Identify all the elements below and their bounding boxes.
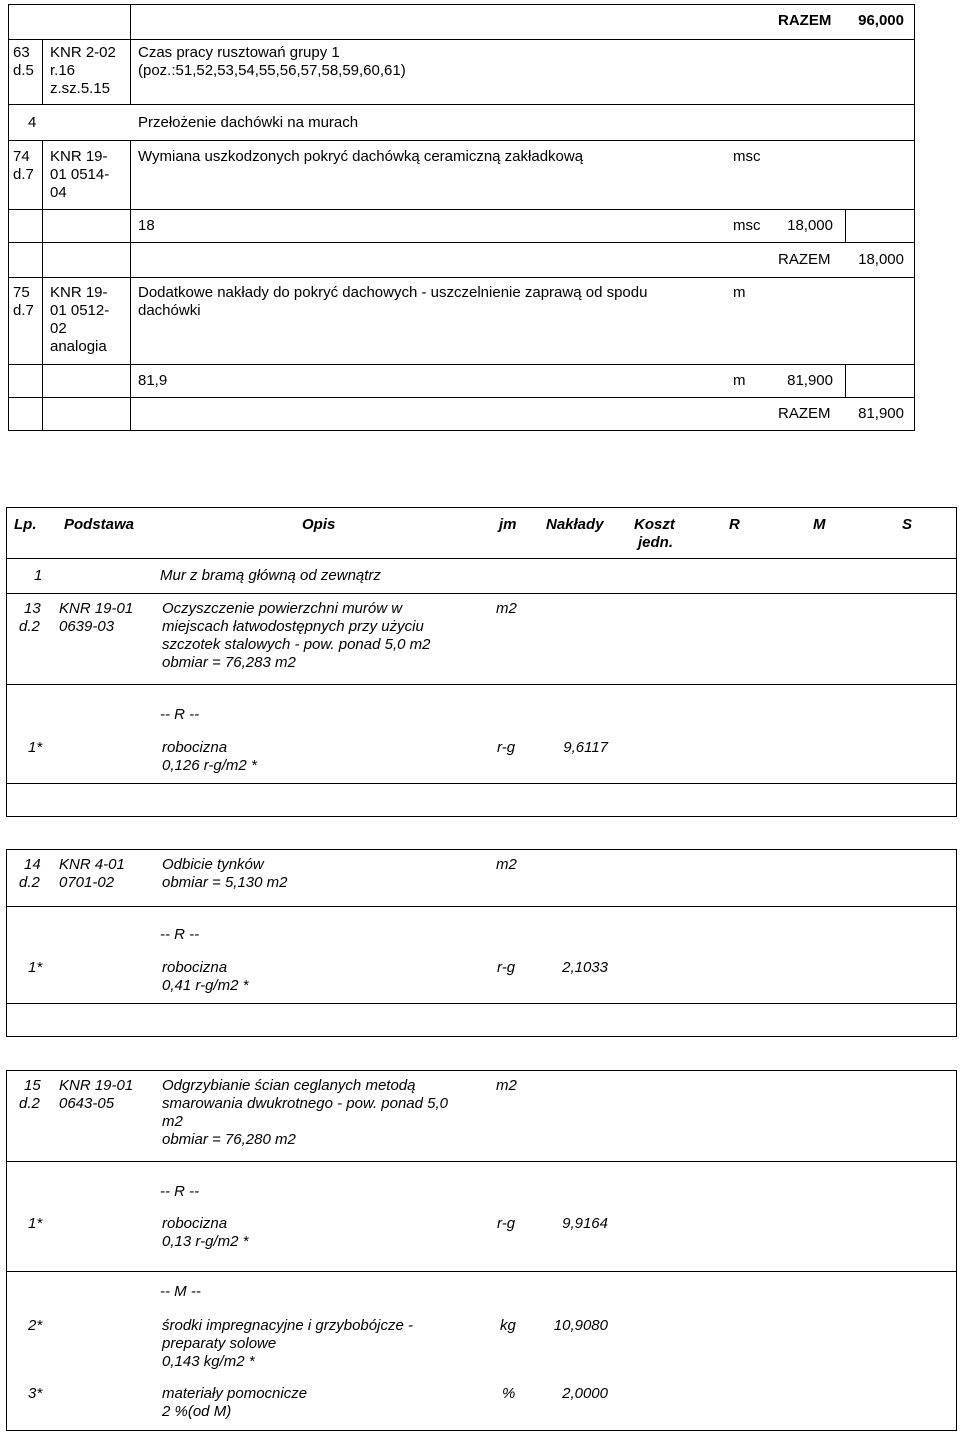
- unit-cell: m2: [496, 856, 517, 873]
- lp-suffix: d.2: [19, 874, 40, 891]
- podstawa-line: 0639-03: [59, 618, 115, 635]
- resource-number: 1*: [28, 739, 43, 756]
- opis-line: dachówki: [138, 302, 201, 319]
- resource-value: 10,9080: [553, 1317, 608, 1334]
- lp-number: 13: [24, 600, 41, 617]
- podstawa-line: KNR 19-01: [59, 600, 134, 617]
- r-marker: -- R --: [160, 926, 200, 943]
- opis-line: (poz.:51,52,53,54,55,56,57,58,59,60,61): [138, 62, 406, 79]
- podstawa-line: z.sz.5.15: [50, 80, 111, 97]
- table-row: [6, 1070, 957, 1162]
- opis-line: Oczyszczenie powierzchni murów w: [162, 600, 403, 617]
- razem-value: 18,000: [858, 251, 904, 268]
- lp-suffix: d.5: [13, 62, 34, 79]
- razem-label: RAZEM: [778, 405, 831, 422]
- podstawa-line: r.16: [50, 62, 76, 79]
- resource-unit: %: [502, 1385, 516, 1402]
- resource-name: preparaty solowe: [162, 1335, 277, 1352]
- calc-unit: msc: [733, 217, 761, 234]
- resource-block: [6, 684, 957, 784]
- resource-value: 2,1033: [562, 959, 608, 976]
- podstawa-line: KNR 19-: [50, 284, 108, 301]
- obmiar-line: obmiar = 76,280 m2: [162, 1131, 296, 1148]
- resource-number: 1*: [28, 959, 43, 976]
- calc-quantity: 81,9: [138, 372, 168, 389]
- header-opis: Opis: [302, 516, 336, 533]
- section-title: Mur z bramą główną od zewnątrz: [160, 567, 381, 584]
- resource-block: [6, 906, 957, 1004]
- resource-norm: 2 %(od M): [162, 1403, 232, 1420]
- opis-line: Czas pracy rusztowań grupy 1: [138, 44, 340, 61]
- header-m: M: [813, 516, 826, 533]
- opis-line: Dodatkowe nakłady do pokryć dachowych - uszczelnienie zaprawą od spodu: [138, 284, 648, 301]
- resource-value: 9,9164: [562, 1215, 608, 1232]
- header-r: R: [729, 516, 740, 533]
- lp-suffix: d.7: [13, 302, 34, 319]
- r-marker: -- R --: [160, 1183, 200, 1200]
- opis-line: miejscach łatwodostępnych przy użyciu: [162, 618, 424, 635]
- resource-value: 9,6117: [563, 739, 608, 756]
- podstawa-line: 02: [50, 320, 67, 337]
- opis-line: Wymiana uszkodzonych pokryć dachówką ceramiczną zakładkową: [138, 148, 584, 165]
- calc-value: 18,000: [787, 217, 833, 234]
- header-s: S: [902, 516, 913, 533]
- lp-number: 63: [13, 44, 30, 61]
- resource-unit: r-g: [497, 959, 516, 976]
- section-row: [6, 558, 957, 594]
- lp-suffix: d.2: [19, 1095, 40, 1112]
- podstawa-line: 04: [50, 184, 67, 201]
- resource-unit: r-g: [497, 739, 516, 756]
- resource-norm: 0,13 r-g/m2 *: [162, 1233, 249, 1250]
- unit-cell: m2: [496, 600, 517, 617]
- razem-label: RAZEM: [778, 251, 831, 268]
- resource-number: 2*: [28, 1317, 43, 1334]
- lp-suffix: d.7: [13, 166, 34, 183]
- calc-value: 81,900: [787, 372, 833, 389]
- razem-label: RAZEM: [778, 12, 832, 29]
- table-row: [6, 593, 957, 685]
- opis-line: m2: [162, 1113, 183, 1130]
- lp-number: 75: [13, 284, 30, 301]
- podstawa-line: KNR 19-: [50, 148, 108, 165]
- resource-name: środki impregnacyjne i grzybobójcze -: [162, 1317, 413, 1334]
- opis-line: Odbicie tynków: [162, 856, 264, 873]
- obmiar-line: obmiar = 76,283 m2: [162, 654, 296, 671]
- opis-line: szczotek stalowych - pow. ponad 5,0 m2: [162, 636, 431, 653]
- podstawa-line: KNR 2-02: [50, 44, 116, 61]
- resource-norm: 0,41 r-g/m2 *: [162, 977, 249, 994]
- resource-name: robocizna: [162, 959, 228, 976]
- resource-number: 3*: [28, 1385, 43, 1402]
- header-podstawa: Podstawa: [64, 516, 135, 533]
- r-marker: -- R --: [160, 706, 200, 723]
- lp-number: 15: [24, 1077, 41, 1094]
- unit-cell: m2: [496, 1077, 517, 1094]
- razem-value: 96,000: [858, 12, 904, 29]
- podstawa-line: 0643-05: [59, 1095, 115, 1112]
- resource-name: materiały pomocnicze: [162, 1385, 308, 1402]
- m-marker: -- M --: [160, 1283, 201, 1300]
- lp-suffix: d.2: [19, 618, 40, 635]
- resource-value: 2,0000: [562, 1385, 608, 1402]
- podstawa-line: 0701-02: [59, 874, 115, 891]
- opis-line: smarowania dwukrotnego - pow. ponad 5,0: [162, 1095, 449, 1112]
- header-naklady: Nakłady: [546, 516, 604, 533]
- section-title: Przełożenie dachówki na murach: [138, 114, 359, 131]
- resource-norm: 0,126 r-g/m2 *: [162, 757, 257, 774]
- section-number: 4: [28, 114, 37, 131]
- resource-name: robocizna: [162, 1215, 228, 1232]
- lp-number: 14: [24, 856, 41, 873]
- table-row: [6, 849, 957, 907]
- header-jm: jm: [499, 516, 517, 533]
- section-number: 1: [34, 567, 43, 584]
- podstawa-line: analogia: [50, 338, 107, 355]
- empty-row: [6, 783, 957, 817]
- unit-cell: msc: [733, 148, 761, 165]
- resource-name: robocizna: [162, 739, 228, 756]
- header-jedn: jedn.: [638, 534, 674, 551]
- podstawa-line: KNR 19-01: [59, 1077, 134, 1094]
- unit-cell: m: [733, 284, 746, 301]
- podstawa-line: KNR 4-01: [59, 856, 125, 873]
- calc-quantity: 18: [138, 217, 155, 234]
- calc-unit: m: [733, 372, 746, 389]
- resource-unit: kg: [500, 1317, 516, 1334]
- resource-norm: 0,143 kg/m2 *: [162, 1353, 255, 1370]
- header-lp: Lp.: [14, 516, 37, 533]
- razem-value: 81,900: [858, 405, 904, 422]
- podstawa-line: 01 0512-: [50, 302, 110, 319]
- lp-number: 74: [13, 148, 30, 165]
- obmiar-line: obmiar = 5,130 m2: [162, 874, 288, 891]
- header-koszt: Koszt: [634, 516, 675, 533]
- resource-number: 1*: [28, 1215, 43, 1232]
- opis-line: Odgrzybianie ścian ceglanych metodą: [162, 1077, 416, 1094]
- empty-row: [6, 1003, 957, 1037]
- podstawa-line: 01 0514-: [50, 166, 110, 183]
- resource-block: [6, 1161, 957, 1431]
- resource-unit: r-g: [497, 1215, 516, 1232]
